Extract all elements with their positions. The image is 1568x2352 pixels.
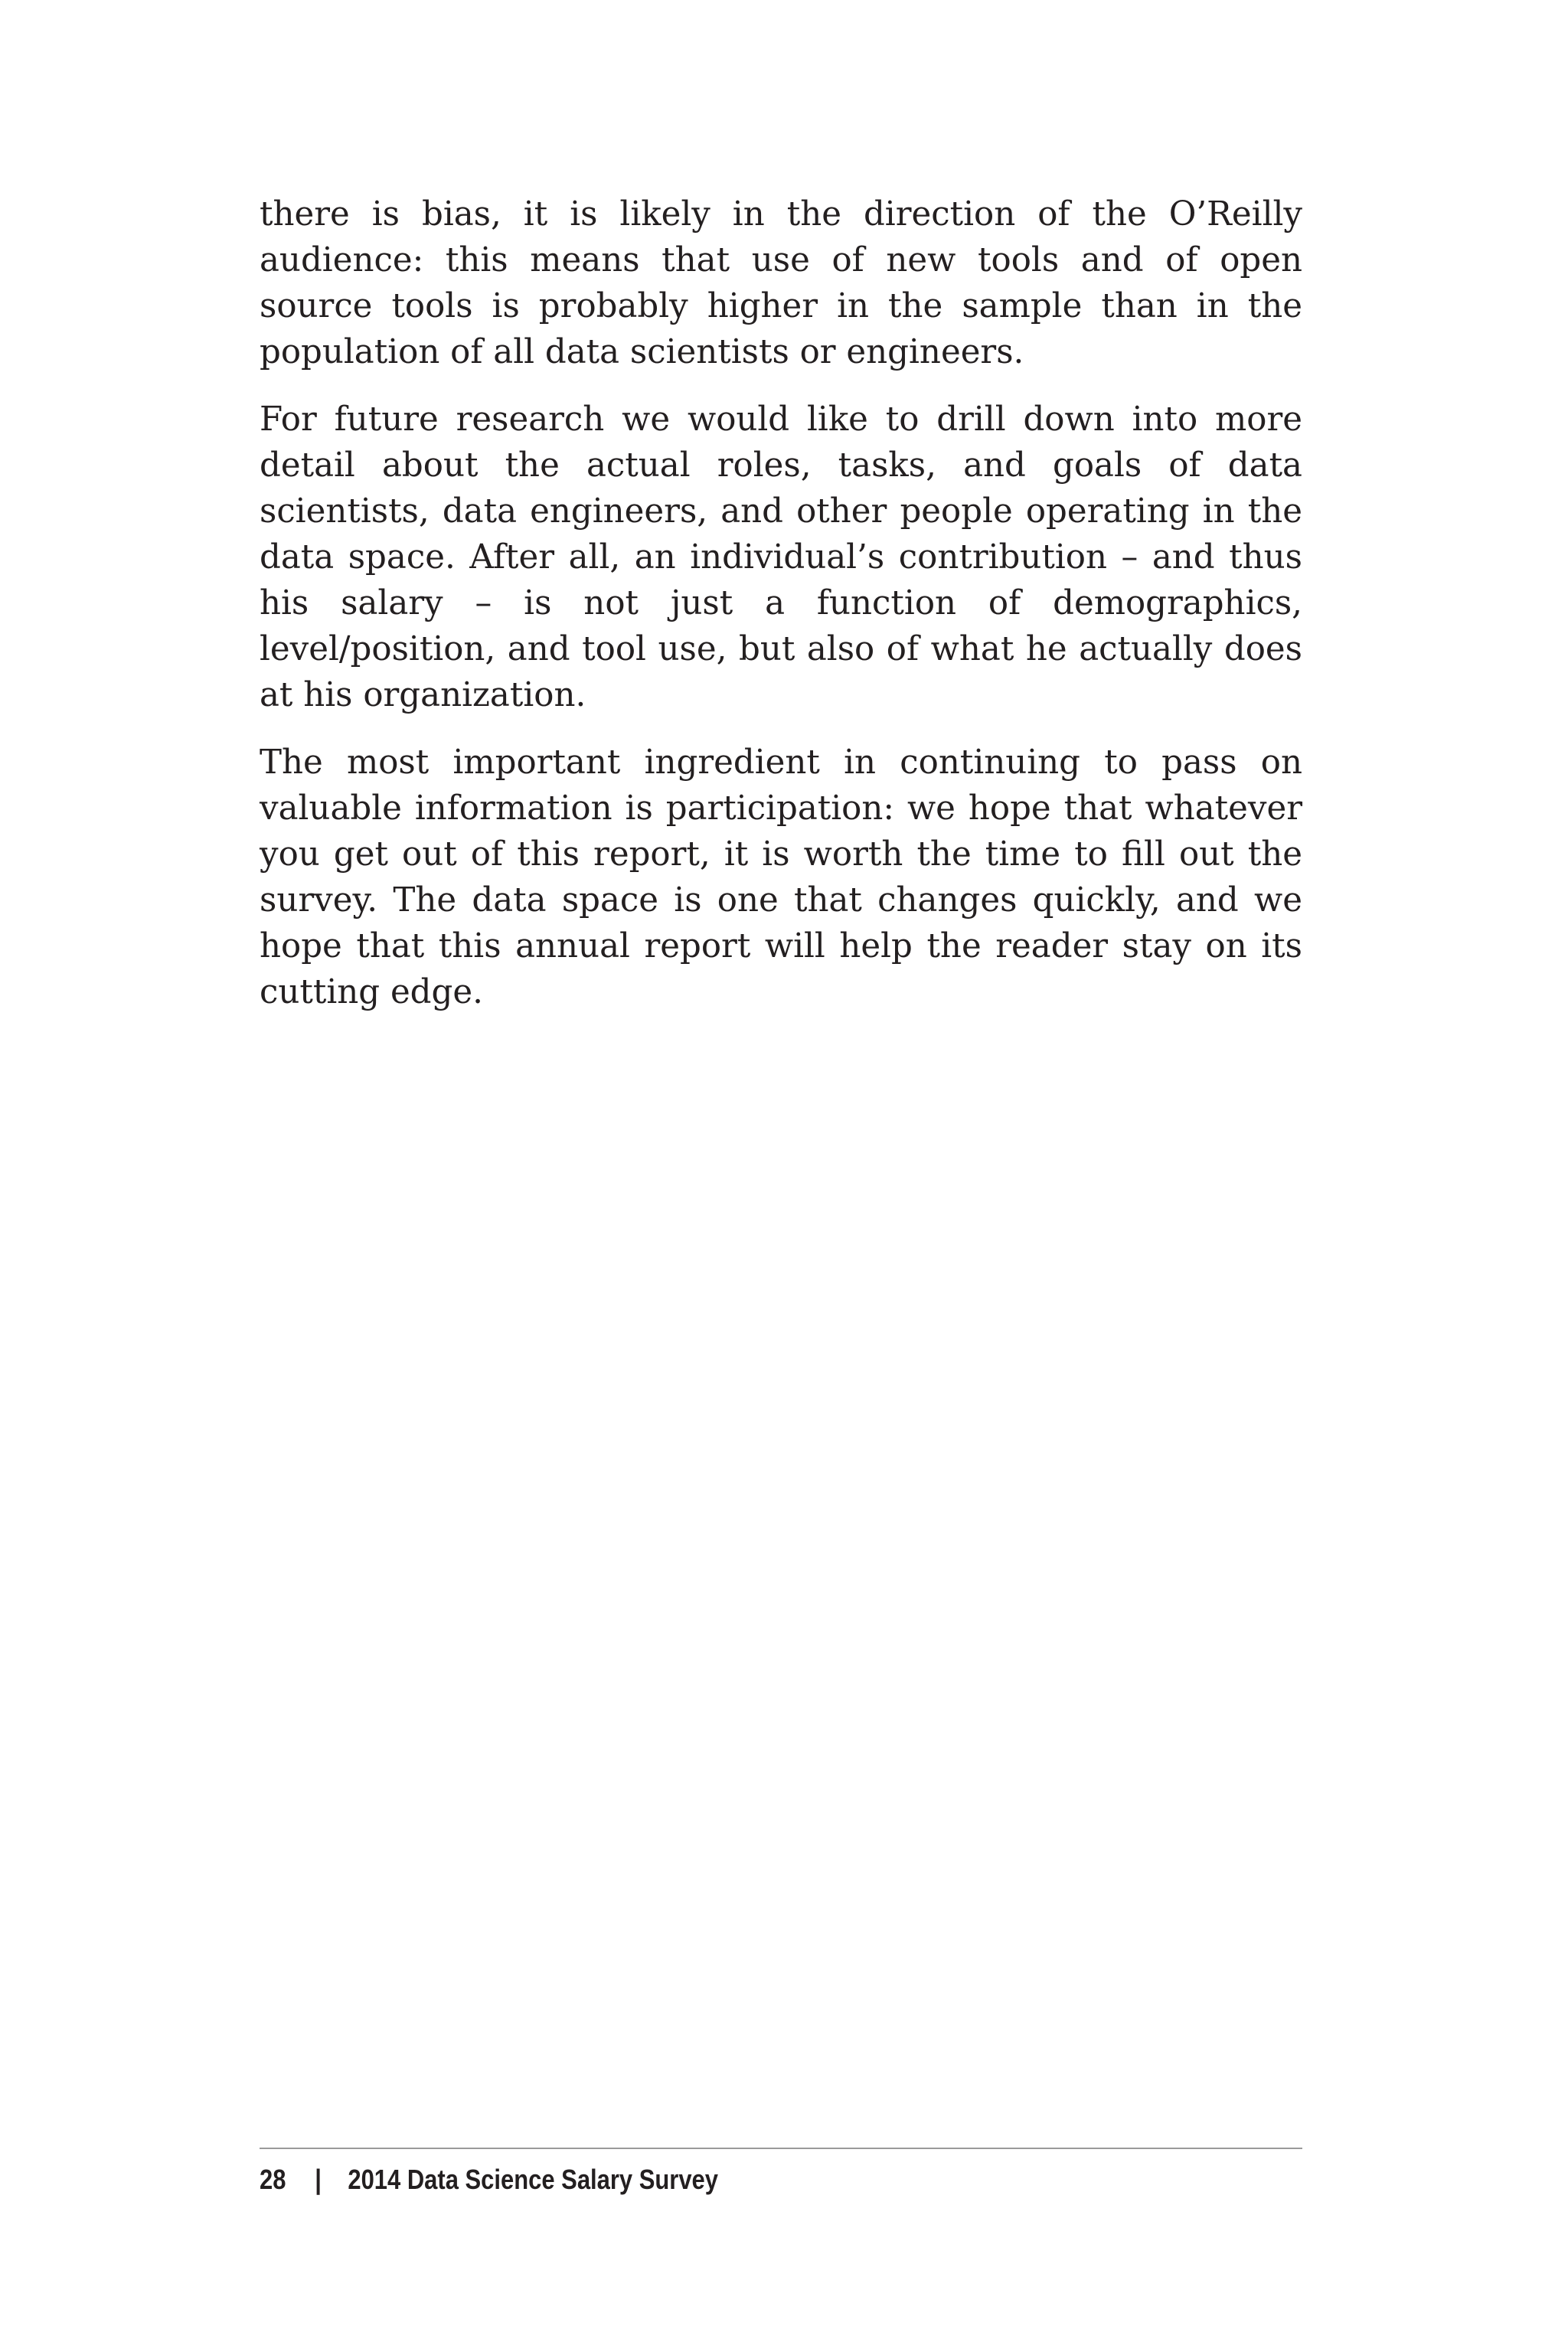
paragraph-participation: The most important ingredient in continuing to pass on valuable information is participation: we hope that whatever you get out of this report, it is worth the time to fill out the survey. The data space is one that changes quickly, and we hope that this annual report will help the reader stay on its cutting edge. bbox=[260, 743, 1302, 1011]
document-title: 2014 Data Science Salary Survey bbox=[348, 2164, 719, 2195]
body-text bbox=[260, 191, 1302, 1037]
paragraph-future-research: For future research we would like to drill down into more detail about the actual roles, tasks, and goals of data scientists, data engineers, and other people operating in the data space. After all, an individual’s contribution – and thus his salary – is not just a function of demographics, level/position, and tool use, but also of what he actually does at his organization. bbox=[260, 400, 1302, 714]
page-footer bbox=[260, 2161, 718, 2199]
footer-separator: | bbox=[315, 2164, 322, 2195]
footer-divider bbox=[260, 2148, 1302, 2149]
page-number: 28 bbox=[260, 2164, 286, 2195]
paragraph-bias: there is bias, it is likely in the direction of the O’Reilly audience: this means that use of new tools and of open source tools is probably higher in the sample than in the population of all data scientists or engineers. bbox=[260, 195, 1302, 371]
